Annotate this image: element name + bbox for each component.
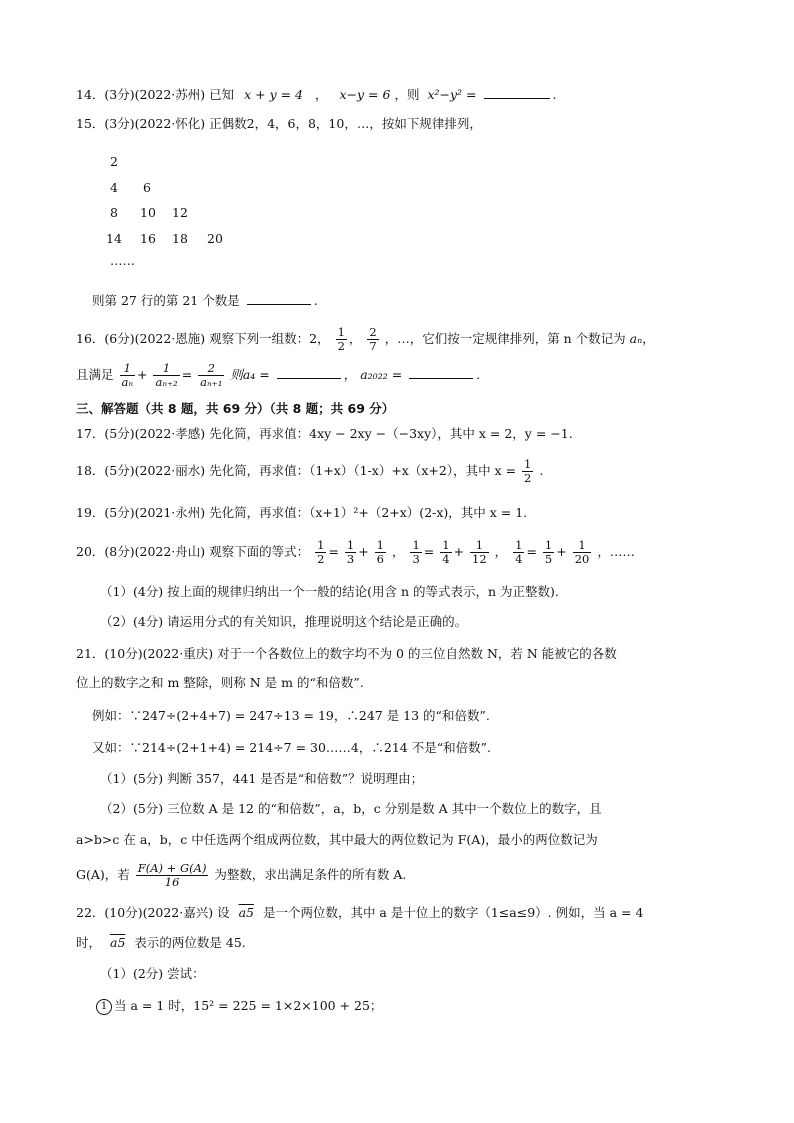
q16-line2-prefix: 且满足 [76,367,114,382]
q14-eq2: x−y = 6 [339,87,391,102]
q14-answer-blank[interactable] [484,86,550,99]
q16-a4-blank[interactable] [277,366,341,379]
q22-line2 [76,935,246,951]
q22-l1-post: 是一个两位数，其中 a 是十位上的数字（1≤a≤9）. 例如，当 a = 4 [262,905,644,920]
q14-prefix: 14．(3分)(2022·苏州) 已知 [76,87,235,102]
q15-text: 15．(3分)(2022·怀化) 正偶数2，4，6，8，10，…，按如下规律排列， [76,116,482,131]
q20-eq1: $\frac{1}{2}$ = $\frac{1}{3}$ + $\frac{1}{6}$ [317,538,384,566]
q21-part2-line2: a>b>c 在 a，b，c 中任选两个组成两位数，其中最大的两位数记为 F(A)，最小的两位数记为 [76,832,598,847]
q22-line1 [76,905,643,921]
q15-cell: 2 [110,154,118,169]
q15-cell: 14 [106,231,122,246]
q19-text: 19．(5分)(2021·永州) 先化简，再求值：（x+1）²+（2+x）(2-x)，其中 x = 1. [76,505,528,520]
q21-line1: 21．(10分)(2022·重庆) 对于一个各数位上的数字均不为 0 的三位自然数 N，若 N 能被它的各数 [76,646,617,661]
q21-part2-line3 [76,858,406,892]
q21-frac: $\frac{F(A) + G(A)}{16}$ [137,861,207,889]
q16-cond-frac1: $\frac{1}{\text{aₙ}}$ [121,361,134,389]
q16-line1: 16．(6分)(2022·恩施) 观察下列一组数：2， $\frac{1}{2}$ ， $\frac{2}{7}$ ，…，它们按一定规律排列，第 n 个数记为 aₙ， [76,325,655,353]
q16-prefix: 16．(6分)(2022·恩施) 观察下列一组数：2， [76,331,330,346]
q22-step1-text: 当 a = 1 时，15² = 225 = 1×2×100 + 25； [114,998,383,1013]
q18-frac: $\frac{1}{2}$ [524,457,532,485]
q22-part1: （1）(2分) 尝试： [100,966,205,981]
q21-part1: （1）(5分) 判断 357，441 是否是“和倍数”？说明理由； [100,771,424,786]
q21-line2: 位上的数字之和 m 整除，则称 N 是 m 的“和倍数”. [76,675,364,690]
q18-line: 18．(5分)(2022·丽水) 先化简，再求值：（1+x）（1-x）+x（x+2），其中 x = $\frac{1}{2}$ . [76,457,544,485]
q18-text: 18．(5分)(2022·丽水) 先化简，再求值：（1+x）（1-x）+x（x+2），其中 x = [76,463,517,478]
q14-eq1: x + y = 4 [244,87,304,102]
q16-mid: ，…，它们按一定规律排列，第 n 个数记为 [384,331,626,346]
q20-prefix: 20．(8分)(2022·舟山) 观察下面的等式： [76,544,310,559]
q22-symbol: a5 [238,905,254,920]
q20-part1: （1）(4分) 按上面的规律归纳出一个一般的结论(用含 n 的等式表示，n 为正整数). [100,584,559,599]
q15-ask-line: 则第 27 行的第 21 个数是 . [92,293,318,308]
q20-eq3: $\frac{1}{4}$ = $\frac{1}{5}$ + $\frac{1}{20}$ [515,538,590,566]
q21-example1: 例如：∵247÷(2+4+7) = 247÷13 = 19，∴247 是 13 的“和倍数”. [92,708,490,723]
q17-text: 17．(5分)(2022·孝感) 先化简，再求值：4xy − 2xy −（−3xy），其中 x = 2，y = −1. [76,426,573,441]
q16-frac1: $\frac{1}{2}$ [337,325,345,353]
q22-step1 [96,998,382,1015]
q21-p2c-post: 为整数，求出满足条件的所有数 A. [214,867,407,882]
q20-line: 20．(8分)(2022·舟山) 观察下面的等式： $\frac{1}{2}$ = $\frac{1}{3}$ + $\frac{1}{6}$ ， $\frac{1}{3}$ = $\frac{1}{4}$ + $\frac{1}{12}$ ， $\frac{1}{4}$ = $\frac{1}{5}$ + $\frac{1}{20}$ ，…… [76,538,635,566]
q16-a2022: a₂₀₂₂ = [360,367,403,382]
q16-frac2: $\frac{2}{7}$ [369,325,377,353]
q22-l1-pre: 22．(10分)(2022·嘉兴) 设 [76,905,230,920]
q16-a2022-blank[interactable] [409,366,473,379]
q15-cell: 16 [140,231,156,246]
q15-cell: 20 [207,231,223,246]
q14-then: ，则 [394,87,420,102]
q15-answer-blank[interactable] [247,292,311,305]
q16-an: aₙ [629,331,643,346]
q16-cond-frac2: $\frac{1}{\text{aₙ₊₂}}$ [155,361,178,389]
q15-ellipsis: …… [110,253,135,268]
q15-cell: 10 [140,205,156,220]
q20-part2: （2）(4分) 请运用分式的有关知识，推理说明这个结论是正确的。 [100,614,468,629]
q15-cell: 4 [110,180,118,195]
q21-p2c-pre: G(A)，若 [76,867,130,882]
q20-tail: ，…… [597,544,635,559]
q22-l2-post: 表示的两位数是 45. [134,935,246,950]
section-heading: 三、解答题（共 8 题，共 69 分）（共 8 题；共 69 分） [76,401,395,416]
q21-part2-line1: （2）(5分) 三位数 A 是 12 的“和倍数”，a，b，c 分别是数 A 其中一个数位上的数字，且 [100,801,602,816]
q14-line: 14．(3分)(2022·苏州) 已知 x + y = 4 ， x−y = 6 ，则 x²−y² = . [76,87,557,102]
q20-eq2: $\frac{1}{3}$ = $\frac{1}{4}$ + $\frac{1}{12}$ [412,538,487,566]
q16-then: 则a₄ = [230,367,270,382]
q21-example2: 又如：∵214÷(2+1+4) = 214÷7 = 30……4，∴214 不是“和倍数”. [92,740,491,755]
q22-symbol: a5 [110,935,126,950]
q15-cell: 18 [172,231,188,246]
q15-cell: 12 [172,205,188,220]
q14-ask: x²−y² = [427,87,477,102]
q15-ask: 则第 27 行的第 21 个数是 [92,293,240,308]
q16-cond-frac3: $\frac{2}{\text{aₙ₊₁}}$ [200,361,223,389]
q22-l2-pre: 时， [76,935,102,950]
q15-cell: 6 [143,180,151,195]
q16-line2: 且满足 $\frac{1}{\text{aₙ}}$ + $\frac{1}{\text{aₙ₊₂}}$ = $\frac{2}{\text{aₙ₊₁}}$ 则a₄ = ， a₂₀₂₂ = . [76,361,481,389]
circled-one-icon: 1 [96,999,112,1015]
q15-cell: 8 [110,205,118,220]
